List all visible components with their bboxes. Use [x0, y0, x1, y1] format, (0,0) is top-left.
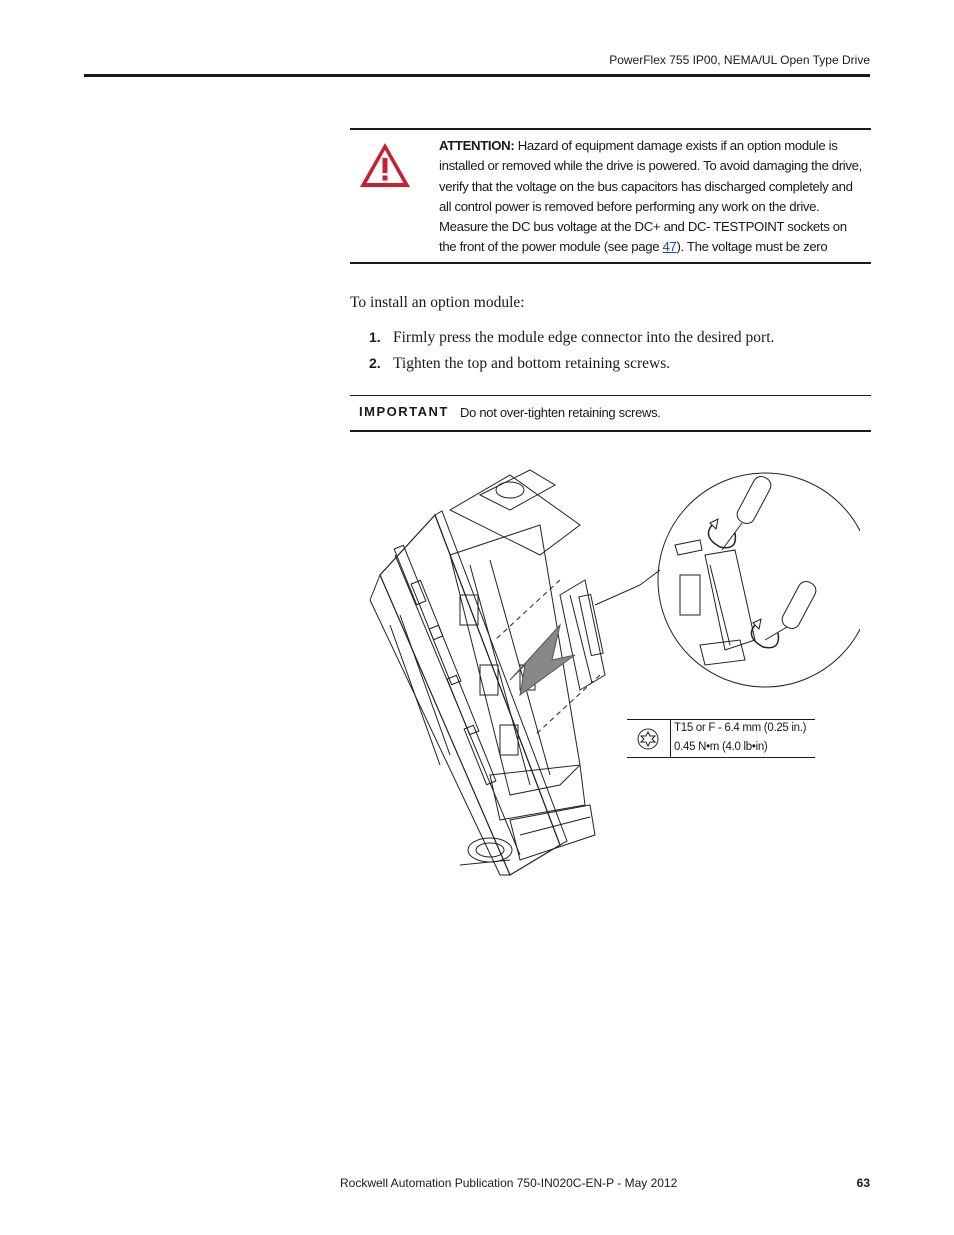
- option-module-installation-figure: [360, 465, 860, 885]
- running-header: PowerFlex 755 IP00, NEMA/UL Open Type Drive: [609, 53, 870, 67]
- detail-callout-circle: [658, 473, 860, 687]
- drive-chassis-drawing: [370, 470, 595, 875]
- screwdriver-icon: [751, 579, 818, 648]
- screwdriver-icon: [708, 474, 773, 550]
- torque-spec-torque: 0.45 N•m (4.0 lb•in): [674, 741, 768, 753]
- detail-view-drawing: [675, 540, 755, 665]
- attention-body-end: ). The voltage must be zero: [676, 239, 828, 255]
- torque-spec-bit: T15 or F - 6.4 mm (0.25 in.): [674, 722, 807, 734]
- option-module-drawing: [560, 580, 605, 690]
- step-number: 1.: [369, 329, 381, 345]
- important-label: IMPORTANT: [359, 404, 449, 419]
- step-1: [369, 329, 774, 347]
- intro-text: To install an option module:: [350, 294, 525, 311]
- attention-label: ATTENTION:: [439, 138, 515, 153]
- page-link[interactable]: 47: [662, 239, 677, 255]
- attention-body: Hazard of equipment damage exists if an option module is installed or removed while the drive is powered. To avoid damaging the drive, verify that the voltage on the bus capacitors has discharged completely and all control power is removed before performing any work on the drive. Measure the DC bus voltage at the DC+ and DC- TESTPOINT sockets on the front of the power module (see page: [439, 138, 862, 255]
- step-text: Tighten the top and bottom retaining screws.: [393, 355, 671, 372]
- warning-triangle-icon: [358, 141, 412, 189]
- step-number: 2.: [369, 355, 381, 371]
- footer-publication: Rockwell Automation Publication 750-IN020C-EN-P - May 2012: [340, 1176, 678, 1190]
- callout-pointer: [595, 570, 660, 605]
- torx-bit-icon: [633, 727, 663, 751]
- page-number: 63: [856, 1176, 870, 1190]
- step-text: Firmly press the module edge connector into the desired port.: [393, 329, 775, 346]
- important-text: Do not over-tighten retaining screws.: [460, 405, 661, 420]
- attention-text: [439, 136, 864, 258]
- step-2: [369, 355, 670, 373]
- torque-spec-divider: [670, 720, 671, 757]
- header-rule: [84, 74, 870, 77]
